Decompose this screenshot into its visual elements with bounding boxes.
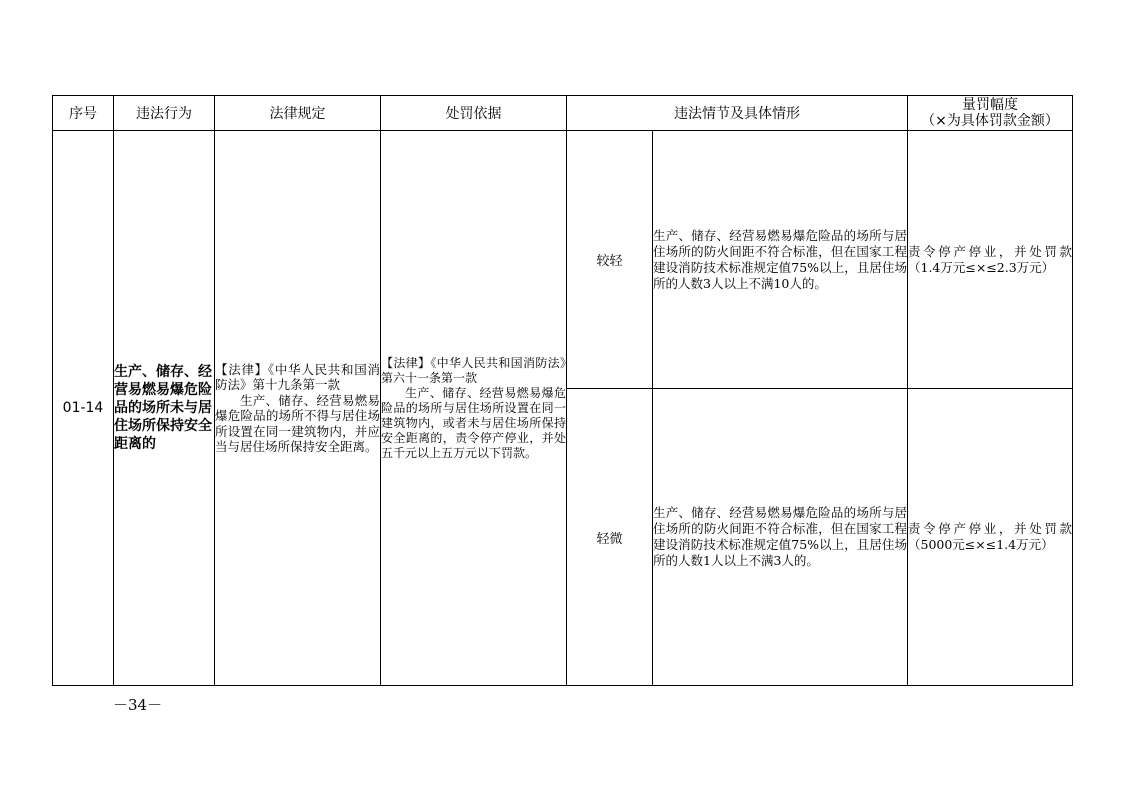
- basis-text: 生产、储存、经营易燃易爆危险品的场所与居住场所设置在同一建筑物内，或者未与居住场所保持安全距离的，责令停产停业，并处五千元以上五万元以下罚款。: [381, 385, 566, 460]
- header-situation: 违法情节及具体情形: [567, 96, 908, 131]
- basis-citation: 【法律】《中华人民共和国消防法》第六十一条第一款: [381, 355, 566, 385]
- row-law: [215, 131, 381, 686]
- level-slight: 轻微: [567, 389, 653, 686]
- header-range: [908, 96, 1073, 131]
- header-range-note: （×为具体罚款金额）: [921, 113, 1059, 129]
- header-seq: 序号: [53, 96, 114, 131]
- header-law: 法律规定: [215, 96, 381, 131]
- penalty-table: [52, 95, 1073, 686]
- table-row: [53, 131, 1073, 389]
- header-range-title: 量罚幅度: [962, 97, 1018, 113]
- row-act: 生产、储存、经营易燃易爆危险品的场所未与居住场所保持安全距离的: [114, 131, 215, 686]
- range-minor: 责令停产停业，并处罚款（1.4万元≤×≤2.3万元）: [908, 131, 1073, 389]
- header-act: 违法行为: [114, 96, 215, 131]
- level-minor: 较轻: [567, 131, 653, 389]
- header-basis: 处罚依据: [381, 96, 567, 131]
- table-header-row: [53, 96, 1073, 131]
- row-seq: 01-14: [53, 131, 114, 686]
- range-slight: 责令停产停业，并处罚款（5000元≤×≤1.4万元）: [908, 389, 1073, 686]
- row-basis: [381, 131, 567, 686]
- law-text: 生产、储存、经营易燃易爆危险品的场所不得与居住场所设置在同一建筑物内，并应当与居住场所保持安全距离。: [215, 392, 380, 454]
- situation-slight: 生产、储存、经营易燃易爆危险品的场所与居住场所的防火间距不符合标准，但在国家工程建设消防技术标准规定值75%以上，且居住场所的人数1人以上不满3人的。: [653, 389, 908, 686]
- law-citation: 【法律】《中华人民共和国消防法》第十九条第一款: [215, 361, 380, 392]
- situation-minor: 生产、储存、经营易燃易爆危险品的场所与居住场所的防火间距不符合标准，但在国家工程建设消防技术标准规定值75%以上，且居住场所的人数3人以上不满10人的。: [653, 131, 908, 389]
- page-number: －34－: [113, 696, 163, 714]
